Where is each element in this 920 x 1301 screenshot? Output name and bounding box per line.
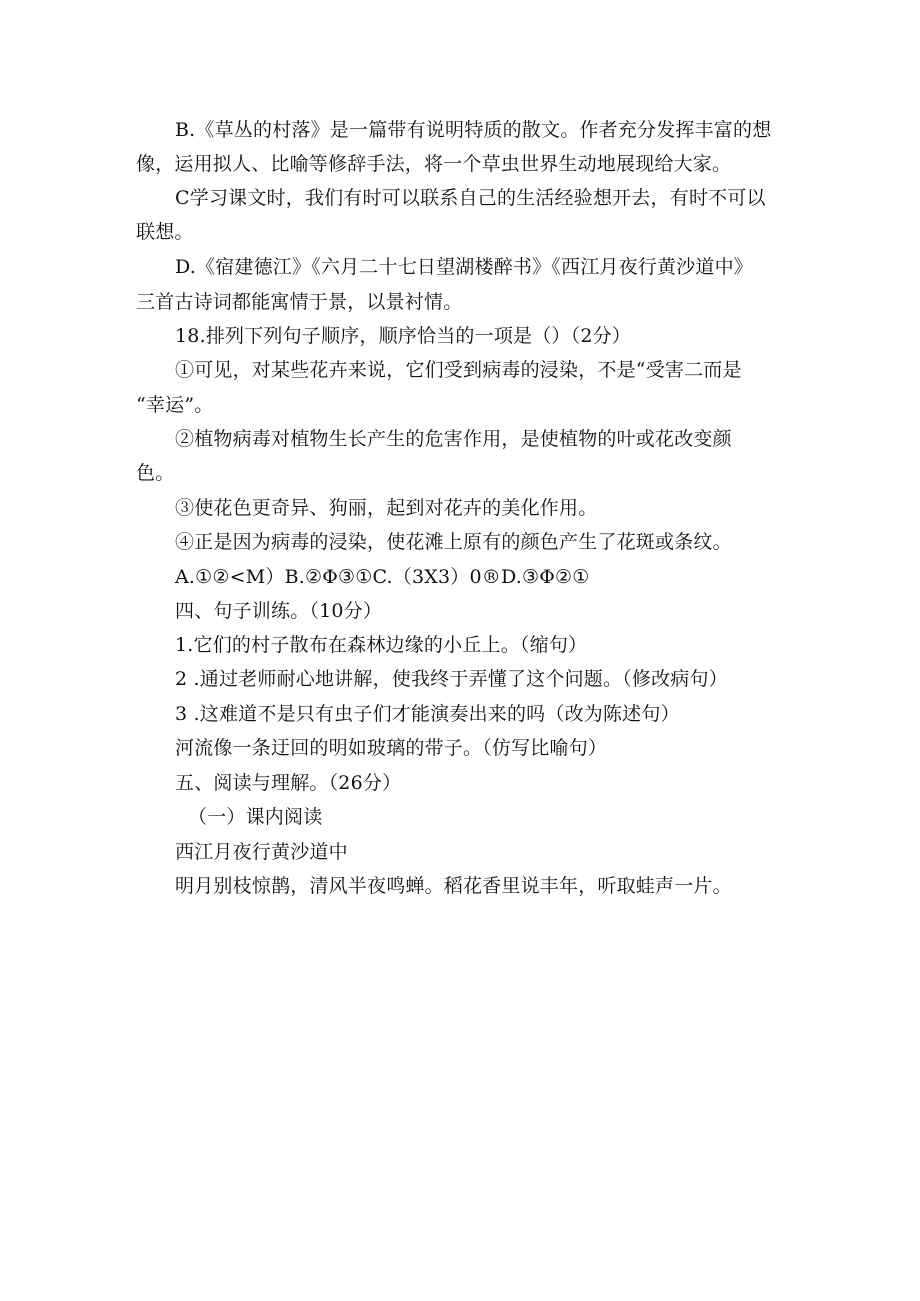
poem-title: 西江月夜行黄沙道中: [175, 841, 348, 863]
option-b-line-2: 像，运用拟人、比喻等修辞手法，将一个草虫世界生动地展现给大家。: [136, 153, 732, 175]
option-c-line-2: 联想。: [136, 221, 194, 243]
exercise-3: 3 .这难道不是只有虫子们才能演奏出来的吗（改为陈述句）: [175, 703, 680, 725]
question-18: 18.排列下列句子顺序，顺序恰当的一项是（）（2分）: [175, 325, 632, 347]
exercise-2: 2 .通过老师耐心地讲解，使我终于弄懂了这个问题。（修改病句）: [175, 668, 728, 690]
answer-options: A.①②<M）B.②Φ③①C.（3X3）0®D.③Φ②①: [175, 566, 590, 588]
option-c-line-1: C学习课文时，我们有时可以联系自己的生活经验想开去，有时不可以: [175, 187, 766, 209]
sentence-2-line-1: ②植物病毒对植物生长产生的危害作用，是使植物的叶或花改变颜: [175, 428, 732, 450]
option-d-line-2: 三首古诗词都能寓情于景，以景衬情。: [136, 291, 463, 313]
option-b-line-1: B.《草丛的村落》是一篇带有说明特质的散文。作者充分发挥丰富的想: [175, 119, 772, 141]
sentence-3: ③使花色更奇异、狗丽，起到对花卉的美化作用。: [175, 497, 598, 519]
poem-text: 明月别枝惊鹊，清风半夜鸣蝉。稻花香里说丰年，听取蛙声一片。: [175, 875, 732, 897]
sentence-2-line-2: 色。: [136, 462, 175, 484]
exercise-4: 河流像一条迂回的明如玻璃的带子。（仿写比喻句）: [175, 737, 608, 759]
sentence-4: ④正是因为病毒的浸染，使花滩上原有的颜色产生了花斑或条纹。: [175, 531, 732, 553]
section-4-heading: 四、句子训练。（10分）: [175, 600, 383, 622]
sentence-1-line-1: ①可见，对某些花卉来说，它们受到病毒的浸染，不是“受害二而是: [175, 359, 742, 381]
sentence-1-line-2: “幸运”。: [136, 394, 214, 416]
section-5-heading: 五、阅读与理解。（26分）: [175, 772, 402, 794]
option-d-line-1: D.《宿建德江》《六月二十七日望湖楼醉书》《西江月夜行黄沙道中》: [175, 256, 753, 278]
exercise-1: 1.它们的村子散布在森林边缘的小丘上。（缩句）: [175, 634, 588, 656]
subsection-heading: （一）课内阅读: [188, 806, 323, 828]
